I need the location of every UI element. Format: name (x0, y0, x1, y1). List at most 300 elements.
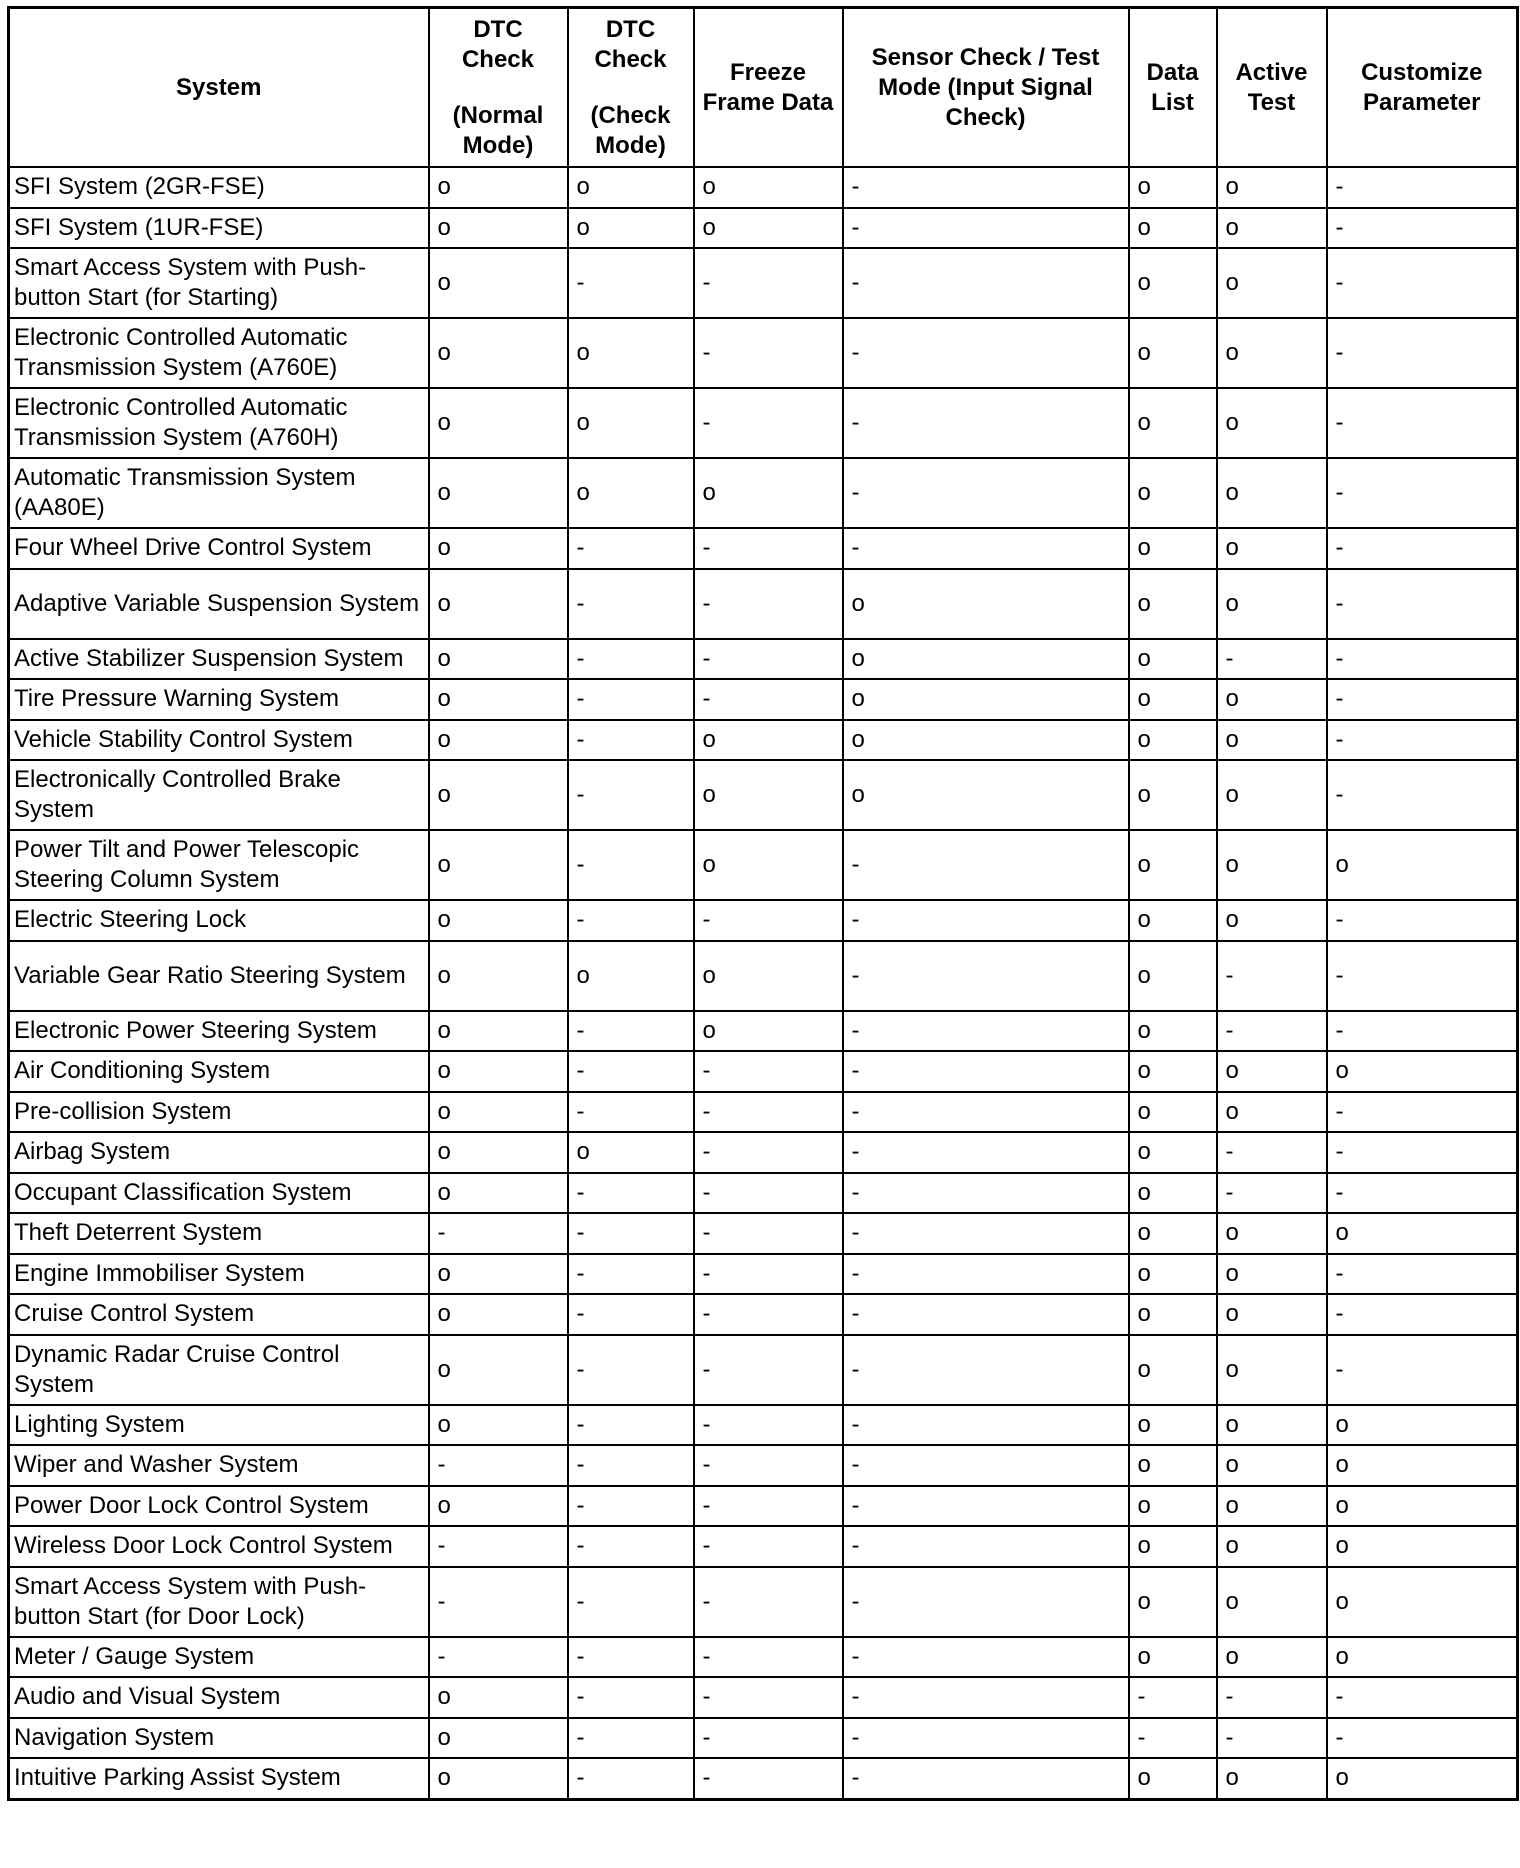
freeze-frame-cell: - (694, 1758, 843, 1799)
data-list-cell: o (1129, 1051, 1217, 1092)
data-list-cell: o (1129, 1335, 1217, 1405)
table-row (9, 528, 1518, 569)
table-row (9, 1567, 1518, 1637)
customize-parameter-cell: - (1327, 528, 1518, 569)
table-row (9, 1011, 1518, 1052)
freeze-frame-cell: - (694, 1213, 843, 1254)
table-row (9, 679, 1518, 720)
table-row (9, 1294, 1518, 1335)
table-row (9, 760, 1518, 830)
customize-parameter-cell: - (1327, 1335, 1518, 1405)
header-data-list: Data List (1129, 8, 1217, 168)
data-list-cell: o (1129, 720, 1217, 761)
sensor-check-cell: - (843, 1758, 1129, 1799)
customize-parameter-cell: o (1327, 1486, 1518, 1527)
active-test-cell: o (1217, 1405, 1327, 1446)
sensor-check-cell: o (843, 679, 1129, 720)
active-test-cell: o (1217, 1758, 1327, 1799)
active-test-cell: o (1217, 720, 1327, 761)
table-row (9, 1445, 1518, 1486)
table-row (9, 388, 1518, 458)
data-list-cell: o (1129, 1254, 1217, 1295)
data-list-cell: o (1129, 1405, 1217, 1446)
system-cell: Wireless Door Lock Control System (9, 1526, 429, 1567)
sensor-check-cell: - (843, 1677, 1129, 1718)
table-row (9, 1486, 1518, 1527)
table-row (9, 208, 1518, 249)
active-test-cell: o (1217, 388, 1327, 458)
dtc-normal-cell: - (429, 1445, 568, 1486)
active-test-cell: o (1217, 208, 1327, 249)
table-row (9, 830, 1518, 900)
table-row (9, 720, 1518, 761)
dtc-check-cell: - (568, 760, 694, 830)
dtc-normal-cell: - (429, 1637, 568, 1678)
data-list-cell: o (1129, 318, 1217, 388)
dtc-check-cell: o (568, 318, 694, 388)
header-dtc-check-normal-mode: DTC Check (Normal Mode) (429, 8, 568, 168)
active-test-cell: - (1217, 1011, 1327, 1052)
sensor-check-cell: - (843, 1486, 1129, 1527)
system-cell: Power Door Lock Control System (9, 1486, 429, 1527)
system-cell: Intuitive Parking Assist System (9, 1758, 429, 1799)
diagnostic-function-table (7, 6, 1519, 1801)
data-list-cell: o (1129, 1637, 1217, 1678)
table-row (9, 318, 1518, 388)
sensor-check-cell: o (843, 569, 1129, 639)
dtc-normal-cell: o (429, 388, 568, 458)
dtc-normal-cell: o (429, 1405, 568, 1446)
diagnostic-function-table-container (7, 6, 1519, 1801)
active-test-cell: o (1217, 679, 1327, 720)
dtc-normal-cell: o (429, 1718, 568, 1759)
table-body (9, 167, 1518, 1799)
customize-parameter-cell: o (1327, 1051, 1518, 1092)
table-row (9, 1051, 1518, 1092)
active-test-cell: o (1217, 318, 1327, 388)
dtc-normal-cell: o (429, 1092, 568, 1133)
dtc-check-cell: o (568, 388, 694, 458)
freeze-frame-cell: o (694, 458, 843, 528)
dtc-check-cell: - (568, 1405, 694, 1446)
dtc-check-cell: - (568, 1213, 694, 1254)
dtc-normal-cell: o (429, 1132, 568, 1173)
dtc-normal-cell: o (429, 458, 568, 528)
freeze-frame-cell: o (694, 167, 843, 208)
table-row (9, 1254, 1518, 1295)
dtc-normal-cell: o (429, 1335, 568, 1405)
freeze-frame-cell: - (694, 1526, 843, 1567)
header-row (9, 8, 1518, 168)
dtc-check-cell: - (568, 1011, 694, 1052)
active-test-cell: o (1217, 1092, 1327, 1133)
freeze-frame-cell: - (694, 1051, 843, 1092)
dtc-normal-cell: o (429, 720, 568, 761)
table-row (9, 1637, 1518, 1678)
data-list-cell: o (1129, 830, 1217, 900)
system-cell: SFI System (2GR-FSE) (9, 167, 429, 208)
dtc-normal-cell: o (429, 569, 568, 639)
customize-parameter-cell: - (1327, 1173, 1518, 1214)
system-cell: Tire Pressure Warning System (9, 679, 429, 720)
customize-parameter-cell: o (1327, 1637, 1518, 1678)
dtc-normal-cell: o (429, 830, 568, 900)
table-row (9, 941, 1518, 1011)
dtc-check-cell: - (568, 1526, 694, 1567)
sensor-check-cell: - (843, 1445, 1129, 1486)
dtc-check-cell: - (568, 1718, 694, 1759)
sensor-check-cell: - (843, 1526, 1129, 1567)
table-row (9, 1213, 1518, 1254)
active-test-cell: - (1217, 1173, 1327, 1214)
sensor-check-cell: - (843, 900, 1129, 941)
customize-parameter-cell: o (1327, 830, 1518, 900)
table-row (9, 1092, 1518, 1133)
active-test-cell: o (1217, 528, 1327, 569)
active-test-cell: - (1217, 941, 1327, 1011)
sensor-check-cell: - (843, 1567, 1129, 1637)
dtc-normal-cell: - (429, 1567, 568, 1637)
table-row (9, 1718, 1518, 1759)
dtc-normal-cell: o (429, 1677, 568, 1718)
customize-parameter-cell: - (1327, 1132, 1518, 1173)
table-row (9, 1335, 1518, 1405)
dtc-check-cell: - (568, 900, 694, 941)
header-system: System (9, 8, 429, 168)
system-cell: Active Stabilizer Suspension System (9, 639, 429, 680)
system-cell: Smart Access System with Push-button Start (for Door Lock) (9, 1567, 429, 1637)
data-list-cell: o (1129, 760, 1217, 830)
freeze-frame-cell: - (694, 1132, 843, 1173)
sensor-check-cell: - (843, 1335, 1129, 1405)
dtc-normal-cell: o (429, 1051, 568, 1092)
dtc-check-cell: - (568, 639, 694, 680)
freeze-frame-cell: - (694, 1405, 843, 1446)
dtc-check-cell: - (568, 1637, 694, 1678)
freeze-frame-cell: - (694, 388, 843, 458)
dtc-normal-cell: o (429, 208, 568, 249)
sensor-check-cell: - (843, 318, 1129, 388)
customize-parameter-cell: o (1327, 1526, 1518, 1567)
dtc-check-cell: - (568, 1567, 694, 1637)
dtc-normal-cell: o (429, 941, 568, 1011)
table-row (9, 1132, 1518, 1173)
dtc-check-cell: o (568, 208, 694, 249)
active-test-cell: o (1217, 1445, 1327, 1486)
active-test-cell: o (1217, 167, 1327, 208)
dtc-normal-cell: o (429, 1758, 568, 1799)
header-dtc-check-check-mode: DTC Check (Check Mode) (568, 8, 694, 168)
customize-parameter-cell: o (1327, 1758, 1518, 1799)
header-active-test: Active Test (1217, 8, 1327, 168)
customize-parameter-cell: - (1327, 679, 1518, 720)
data-list-cell: o (1129, 248, 1217, 318)
freeze-frame-cell: o (694, 941, 843, 1011)
dtc-normal-cell: o (429, 1254, 568, 1295)
sensor-check-cell: - (843, 1254, 1129, 1295)
customize-parameter-cell: - (1327, 720, 1518, 761)
data-list-cell: o (1129, 1173, 1217, 1214)
data-list-cell: o (1129, 639, 1217, 680)
customize-parameter-cell: - (1327, 941, 1518, 1011)
dtc-check-cell: o (568, 458, 694, 528)
data-list-cell: o (1129, 1758, 1217, 1799)
sensor-check-cell: - (843, 1132, 1129, 1173)
freeze-frame-cell: - (694, 900, 843, 941)
table-row (9, 569, 1518, 639)
table-row (9, 458, 1518, 528)
customize-parameter-cell: - (1327, 569, 1518, 639)
sensor-check-cell: - (843, 1173, 1129, 1214)
data-list-cell: - (1129, 1718, 1217, 1759)
sensor-check-cell: - (843, 1213, 1129, 1254)
data-list-cell: o (1129, 1011, 1217, 1052)
customize-parameter-cell: - (1327, 1294, 1518, 1335)
sensor-check-cell: - (843, 248, 1129, 318)
data-list-cell: o (1129, 569, 1217, 639)
customize-parameter-cell: - (1327, 248, 1518, 318)
freeze-frame-cell: - (694, 248, 843, 318)
sensor-check-cell: - (843, 1405, 1129, 1446)
dtc-check-cell: - (568, 248, 694, 318)
active-test-cell: o (1217, 1294, 1327, 1335)
dtc-normal-cell: o (429, 760, 568, 830)
data-list-cell: o (1129, 1526, 1217, 1567)
header-customize-parameter: Customize Parameter (1327, 8, 1518, 168)
dtc-check-cell: - (568, 1254, 694, 1295)
sensor-check-cell: - (843, 528, 1129, 569)
freeze-frame-cell: - (694, 1677, 843, 1718)
freeze-frame-cell: - (694, 1254, 843, 1295)
freeze-frame-cell: - (694, 1567, 843, 1637)
customize-parameter-cell: - (1327, 1254, 1518, 1295)
data-list-cell: o (1129, 1213, 1217, 1254)
dtc-check-cell: - (568, 528, 694, 569)
table-row (9, 1526, 1518, 1567)
active-test-cell: - (1217, 1677, 1327, 1718)
dtc-check-cell: - (568, 1335, 694, 1405)
customize-parameter-cell: - (1327, 318, 1518, 388)
dtc-normal-cell: o (429, 167, 568, 208)
active-test-cell: - (1217, 1718, 1327, 1759)
system-cell: Occupant Classification System (9, 1173, 429, 1214)
system-cell: Air Conditioning System (9, 1051, 429, 1092)
data-list-cell: o (1129, 1445, 1217, 1486)
data-list-cell: o (1129, 900, 1217, 941)
customize-parameter-cell: o (1327, 1405, 1518, 1446)
dtc-check-cell: - (568, 1173, 694, 1214)
data-list-cell: o (1129, 167, 1217, 208)
system-cell: Electronically Controlled Brake System (9, 760, 429, 830)
dtc-check-cell: - (568, 830, 694, 900)
data-list-cell: o (1129, 941, 1217, 1011)
active-test-cell: o (1217, 760, 1327, 830)
table-row (9, 248, 1518, 318)
freeze-frame-cell: - (694, 569, 843, 639)
data-list-cell: o (1129, 679, 1217, 720)
system-cell: Cruise Control System (9, 1294, 429, 1335)
sensor-check-cell: - (843, 830, 1129, 900)
dtc-normal-cell: o (429, 528, 568, 569)
sensor-check-cell: o (843, 639, 1129, 680)
system-cell: Meter / Gauge System (9, 1637, 429, 1678)
dtc-check-cell: - (568, 1758, 694, 1799)
dtc-normal-cell: o (429, 1486, 568, 1527)
dtc-check-cell: - (568, 1051, 694, 1092)
freeze-frame-cell: - (694, 1718, 843, 1759)
system-cell: Lighting System (9, 1405, 429, 1446)
data-list-cell: o (1129, 1567, 1217, 1637)
freeze-frame-cell: - (694, 1637, 843, 1678)
freeze-frame-cell: - (694, 1173, 843, 1214)
active-test-cell: o (1217, 1051, 1327, 1092)
freeze-frame-cell: o (694, 208, 843, 249)
system-cell: Power Tilt and Power Telescopic Steering Column System (9, 830, 429, 900)
sensor-check-cell: - (843, 1718, 1129, 1759)
system-cell: Pre-collision System (9, 1092, 429, 1133)
table-row (9, 1173, 1518, 1214)
freeze-frame-cell: o (694, 830, 843, 900)
active-test-cell: o (1217, 458, 1327, 528)
sensor-check-cell: - (843, 388, 1129, 458)
header-freeze-frame-data: Freeze Frame Data (694, 8, 843, 168)
dtc-check-cell: - (568, 720, 694, 761)
data-list-cell: o (1129, 458, 1217, 528)
system-cell: Four Wheel Drive Control System (9, 528, 429, 569)
sensor-check-cell: - (843, 941, 1129, 1011)
active-test-cell: o (1217, 248, 1327, 318)
active-test-cell: o (1217, 1526, 1327, 1567)
sensor-check-cell: o (843, 720, 1129, 761)
active-test-cell: o (1217, 1254, 1327, 1295)
freeze-frame-cell: - (694, 1335, 843, 1405)
dtc-normal-cell: o (429, 1011, 568, 1052)
customize-parameter-cell: - (1327, 760, 1518, 830)
freeze-frame-cell: - (694, 1294, 843, 1335)
customize-parameter-cell: o (1327, 1567, 1518, 1637)
data-list-cell: o (1129, 388, 1217, 458)
system-cell: Navigation System (9, 1718, 429, 1759)
table-row (9, 1405, 1518, 1446)
dtc-check-cell: - (568, 1092, 694, 1133)
table-row (9, 167, 1518, 208)
dtc-normal-cell: - (429, 1213, 568, 1254)
customize-parameter-cell: - (1327, 208, 1518, 249)
dtc-check-cell: - (568, 569, 694, 639)
active-test-cell: o (1217, 1335, 1327, 1405)
data-list-cell: - (1129, 1677, 1217, 1718)
active-test-cell: o (1217, 830, 1327, 900)
active-test-cell: - (1217, 1132, 1327, 1173)
freeze-frame-cell: o (694, 760, 843, 830)
system-cell: Audio and Visual System (9, 1677, 429, 1718)
customize-parameter-cell: o (1327, 1445, 1518, 1486)
system-cell: Theft Deterrent System (9, 1213, 429, 1254)
active-test-cell: o (1217, 1637, 1327, 1678)
system-cell: Wiper and Washer System (9, 1445, 429, 1486)
freeze-frame-cell: - (694, 318, 843, 388)
dtc-normal-cell: o (429, 318, 568, 388)
customize-parameter-cell: - (1327, 639, 1518, 680)
dtc-check-cell: - (568, 1677, 694, 1718)
data-list-cell: o (1129, 1294, 1217, 1335)
dtc-check-cell: - (568, 1486, 694, 1527)
freeze-frame-cell: - (694, 1092, 843, 1133)
dtc-check-cell: - (568, 1445, 694, 1486)
system-cell: Automatic Transmission System (AA80E) (9, 458, 429, 528)
dtc-normal-cell: o (429, 900, 568, 941)
system-cell: Variable Gear Ratio Steering System (9, 941, 429, 1011)
dtc-normal-cell: o (429, 1294, 568, 1335)
system-cell: Airbag System (9, 1132, 429, 1173)
freeze-frame-cell: - (694, 639, 843, 680)
active-test-cell: o (1217, 1213, 1327, 1254)
freeze-frame-cell: - (694, 1486, 843, 1527)
sensor-check-cell: - (843, 1051, 1129, 1092)
table-row (9, 639, 1518, 680)
dtc-check-cell: o (568, 1132, 694, 1173)
active-test-cell: o (1217, 1567, 1327, 1637)
data-list-cell: o (1129, 1486, 1217, 1527)
customize-parameter-cell: - (1327, 1011, 1518, 1052)
sensor-check-cell: - (843, 1092, 1129, 1133)
system-cell: Vehicle Stability Control System (9, 720, 429, 761)
data-list-cell: o (1129, 528, 1217, 569)
table-row (9, 1677, 1518, 1718)
dtc-check-cell: o (568, 941, 694, 1011)
system-cell: Adaptive Variable Suspension System (9, 569, 429, 639)
freeze-frame-cell: o (694, 720, 843, 761)
dtc-check-cell: - (568, 679, 694, 720)
sensor-check-cell: - (843, 1011, 1129, 1052)
system-cell: Electronic Controlled Automatic Transmission System (A760H) (9, 388, 429, 458)
active-test-cell: o (1217, 569, 1327, 639)
active-test-cell: o (1217, 900, 1327, 941)
customize-parameter-cell: - (1327, 1677, 1518, 1718)
dtc-check-cell: o (568, 167, 694, 208)
freeze-frame-cell: o (694, 1011, 843, 1052)
dtc-check-cell: - (568, 1294, 694, 1335)
system-cell: SFI System (1UR-FSE) (9, 208, 429, 249)
system-cell: Electric Steering Lock (9, 900, 429, 941)
customize-parameter-cell: - (1327, 1718, 1518, 1759)
system-cell: Smart Access System with Push-button Start (for Starting) (9, 248, 429, 318)
sensor-check-cell: o (843, 760, 1129, 830)
system-cell: Electronic Controlled Automatic Transmission System (A760E) (9, 318, 429, 388)
customize-parameter-cell: - (1327, 458, 1518, 528)
header-sensor-check: Sensor Check / Test Mode (Input Signal Check) (843, 8, 1129, 168)
freeze-frame-cell: - (694, 1445, 843, 1486)
dtc-normal-cell: o (429, 248, 568, 318)
customize-parameter-cell: - (1327, 1092, 1518, 1133)
table-row (9, 900, 1518, 941)
sensor-check-cell: - (843, 208, 1129, 249)
active-test-cell: - (1217, 639, 1327, 680)
system-cell: Electronic Power Steering System (9, 1011, 429, 1052)
customize-parameter-cell: - (1327, 388, 1518, 458)
customize-parameter-cell: - (1327, 900, 1518, 941)
freeze-frame-cell: - (694, 528, 843, 569)
sensor-check-cell: - (843, 167, 1129, 208)
system-cell: Dynamic Radar Cruise Control System (9, 1335, 429, 1405)
dtc-normal-cell: o (429, 1173, 568, 1214)
sensor-check-cell: - (843, 1294, 1129, 1335)
customize-parameter-cell: - (1327, 167, 1518, 208)
sensor-check-cell: - (843, 1637, 1129, 1678)
freeze-frame-cell: - (694, 679, 843, 720)
dtc-normal-cell: o (429, 679, 568, 720)
dtc-normal-cell: o (429, 639, 568, 680)
